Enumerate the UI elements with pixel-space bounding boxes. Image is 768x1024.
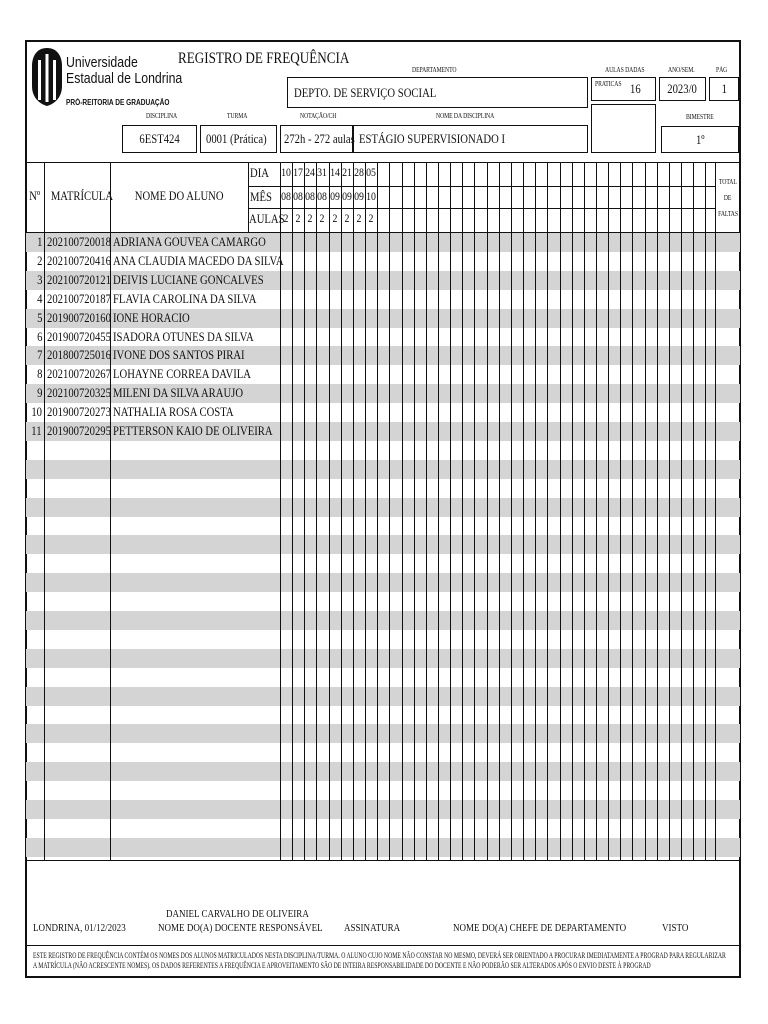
day-column-line [377, 162, 378, 860]
day-column-line [693, 162, 694, 860]
day-column-line [438, 162, 439, 860]
praticas-field [591, 77, 656, 101]
day-column-line [329, 162, 330, 860]
row-matricula: 201900720295 [47, 423, 111, 438]
nome-disciplina-label: NOME DA DISCIPLINA [436, 112, 495, 120]
table-row [26, 310, 280, 328]
blank-field [591, 104, 656, 153]
dia-value: 05 [366, 165, 377, 179]
mes-value: 08 [317, 189, 328, 203]
total-faltas-line1: TOTAL [719, 178, 737, 186]
praticas-label: PRATICAS [595, 80, 622, 88]
day-column-line [523, 162, 524, 860]
row-number: 4 [36, 290, 42, 306]
table-row [26, 404, 280, 422]
row-nome: IVONE DOS SANTOS PIRAI [113, 347, 245, 363]
day-column-line [669, 162, 670, 860]
mes-value: 10 [366, 189, 377, 203]
row-nome: ISADORA OTUNES DA SILVA [113, 328, 254, 344]
row-number: 10 [31, 404, 42, 420]
note-line1: ESTE REGISTRO DE FREQUÊNCIA CONTÉM OS NOMES DOS ALUNOS MATRICULADOS NESTA DISCIPLINA/TURMA. O ALUNO CUJO NOME NÃO CONSTAR NO MESMO, DEVERÁ SER ORIENTADO A PROCURAR IMEDIATAMENTE A PROGRAD PARA REGULARIZAR [33, 951, 726, 960]
pro-reitoria-label: PRÓ-REITORIA DE GRADUAÇÃO [66, 98, 170, 107]
departamento-value: DEPTO. DE SERVIÇO SOCIAL [294, 84, 437, 100]
day-column-line [353, 162, 354, 860]
row-number: 7 [36, 347, 42, 363]
row-matricula: 201800725016 [47, 347, 111, 363]
dia-value: 28 [354, 165, 364, 179]
row-number: 8 [36, 366, 42, 382]
day-column-line [402, 162, 403, 860]
turma-value: 0001 (Prática) [206, 131, 267, 146]
aula-count: 2 [356, 211, 362, 225]
day-column-line [632, 162, 633, 860]
mes-value: 09 [341, 189, 352, 203]
day-column-line [560, 162, 561, 860]
day-column-line [462, 162, 463, 860]
dia-label: DIA [250, 165, 269, 180]
table-row [26, 252, 284, 271]
departamento-label: DEPARTAMENTO [412, 66, 457, 74]
table-row [26, 234, 280, 252]
row-nome: NATHALIA ROSA COSTA [113, 404, 234, 420]
turma-label: TURMA [227, 112, 248, 120]
notacao-field [280, 125, 353, 153]
university-name-line1: Universidade [66, 54, 138, 71]
aulas-dadas-label: AULAS DADAS [605, 66, 645, 74]
docente-nome: DANIEL CARVALHO DE OLIVEIRA [166, 908, 309, 920]
row-nome: ADRIANA GOUVEA CAMARGO [113, 234, 266, 249]
day-column-line [681, 162, 682, 860]
dia-value: 24 [305, 165, 316, 179]
col-matricula-header: MATRÍCULA [50, 188, 114, 203]
table-row [26, 347, 280, 365]
day-column-line [608, 162, 609, 860]
day-column-line [596, 162, 597, 860]
turma-field [200, 125, 277, 153]
aula-count: 2 [344, 211, 350, 225]
dia-value: 10 [281, 165, 292, 179]
row-nome: IONE HORACIO [113, 309, 190, 325]
day-column-line [414, 162, 415, 860]
mes-label: MÊS [250, 189, 272, 204]
dia-value: 17 [293, 165, 304, 179]
visto-label: VISTO [662, 922, 689, 934]
day-column-line [511, 162, 512, 860]
table-row [26, 272, 280, 290]
page-title: REGISTRO DE FREQUÊNCIA [178, 50, 350, 67]
pag-field [709, 77, 739, 101]
total-faltas-line2: DE [724, 194, 732, 202]
row-matricula: 201900720455 [47, 328, 111, 344]
pag-value: 1 [721, 81, 727, 96]
day-column-line [547, 162, 548, 860]
total-faltas-line3: FALTAS [718, 210, 738, 218]
row-nome: MILENI DA SILVA ARAUJO [113, 385, 244, 401]
disciplina-field [122, 125, 197, 153]
table-row [26, 329, 280, 347]
departamento-field [287, 77, 588, 108]
bimestre-field [661, 126, 739, 153]
row-nome: DEIVIS LUCIANE GONCALVES [113, 271, 264, 287]
nome-disciplina-field [353, 125, 588, 153]
col-nome-header: NOME DO ALUNO [134, 188, 224, 203]
table-row [26, 385, 280, 403]
dia-value: 21 [341, 165, 352, 179]
row-matricula: 202100720325 [47, 385, 111, 401]
table-row [26, 366, 280, 384]
row-nome: FLAVIA CAROLINA DA SILVA [113, 290, 257, 306]
day-column-line [341, 162, 342, 860]
aulas-label: AULAS [249, 211, 285, 226]
day-column-line [304, 162, 305, 860]
row-number: 11 [31, 423, 42, 438]
mes-value: 09 [329, 189, 340, 203]
row-matricula: 201900720160 [47, 309, 111, 325]
aula-count: 2 [283, 211, 289, 225]
row-matricula: 201900720273 [47, 404, 111, 420]
day-column-line [705, 162, 706, 860]
university-name-line2: Estadual de Londrina [66, 70, 183, 87]
mes-value: 08 [293, 189, 304, 203]
row-number: 2 [36, 252, 42, 268]
day-column-line [572, 162, 573, 860]
row-matricula: 202100720187 [47, 290, 111, 306]
aula-count: 2 [307, 211, 313, 225]
ano-sem-label: ANO/SEM. [668, 66, 695, 74]
aula-count: 2 [368, 211, 374, 225]
day-column-line [365, 162, 366, 860]
aula-count: 2 [295, 211, 301, 225]
local-data: LONDRINA, 01/12/2023 [33, 922, 126, 934]
aula-count: 2 [320, 211, 325, 225]
day-column-line [620, 162, 621, 860]
day-column-line [657, 162, 658, 860]
day-column-line [499, 162, 500, 860]
row-nome: ANA CLAUDIA MACEDO DA SILVA [113, 252, 284, 268]
disciplina-value: 6EST424 [139, 131, 180, 146]
row-number: 9 [36, 385, 42, 401]
ano-sem-value: 2023/0 [667, 81, 698, 96]
mes-value: 09 [354, 189, 364, 203]
row-number: 5 [36, 309, 42, 325]
row-matricula: 202100720416 [47, 252, 111, 268]
chefe-label: NOME DO(A) CHEFE DE DEPARTAMENTO [453, 922, 627, 934]
day-column-line [474, 162, 475, 860]
mes-value: 08 [281, 189, 292, 203]
row-matricula: 202100720267 [47, 366, 111, 382]
praticas-value: 16 [630, 81, 641, 96]
day-column-line [316, 162, 317, 860]
notacao-label: NOTAÇÃO/CH [300, 112, 337, 120]
university-logo [30, 46, 64, 108]
day-column-line [645, 162, 646, 860]
logo-icon [30, 46, 64, 108]
mes-value: 08 [305, 189, 316, 203]
bimestre-value: 1º [695, 131, 705, 147]
ano-sem-field [659, 77, 706, 101]
row-number: 6 [36, 328, 42, 344]
day-column-line [535, 162, 536, 860]
dia-value: 31 [317, 165, 328, 179]
row-matricula: 202100720121 [47, 271, 111, 287]
row-matricula: 202100720018 [47, 234, 111, 249]
assinatura-label: ASSINATURA [344, 922, 401, 934]
row-nome: LOHAYNE CORREA DAVILA [113, 366, 252, 382]
note-line2: A MATRÍCULA (NÃO ACRESCENTE NOMES). OS DADOS REFERENTES A FREQUÊNCIA E APROVEITAMENTO SÃO DE INTEIRA RESPONSABILIDADE DO DOCENTE E NÃO PODERÃO SER ALTERADOS APÓS O ENVIO DESTE À PROGRAD [33, 961, 651, 970]
nome-disciplina-value: ESTÁGIO SUPERVISIONADO I [359, 131, 506, 146]
day-column-line [584, 162, 585, 860]
dia-value: 14 [329, 165, 340, 179]
day-column-line [389, 162, 390, 860]
pag-label: PÁG [716, 66, 728, 74]
day-column-line [487, 162, 488, 860]
day-column-line [292, 162, 293, 860]
aula-count: 2 [332, 211, 338, 225]
table-row [26, 423, 280, 441]
row-nome: PETTERSON KAIO DE OLIVEIRA [113, 423, 273, 438]
row-number: 3 [36, 271, 42, 287]
row-number: 1 [36, 234, 42, 249]
day-column-line [426, 162, 427, 860]
docente-label: NOME DO(A) DOCENTE RESPONSÁVEL [158, 922, 323, 934]
table-row [26, 291, 280, 309]
notacao-value: 272h - 272 aulas [284, 131, 355, 146]
day-column-line [450, 162, 451, 860]
col-no-header: Nº [29, 188, 41, 203]
disciplina-label: DISCIPLINA [146, 112, 178, 120]
bimestre-label: BIMESTRE [686, 113, 714, 121]
